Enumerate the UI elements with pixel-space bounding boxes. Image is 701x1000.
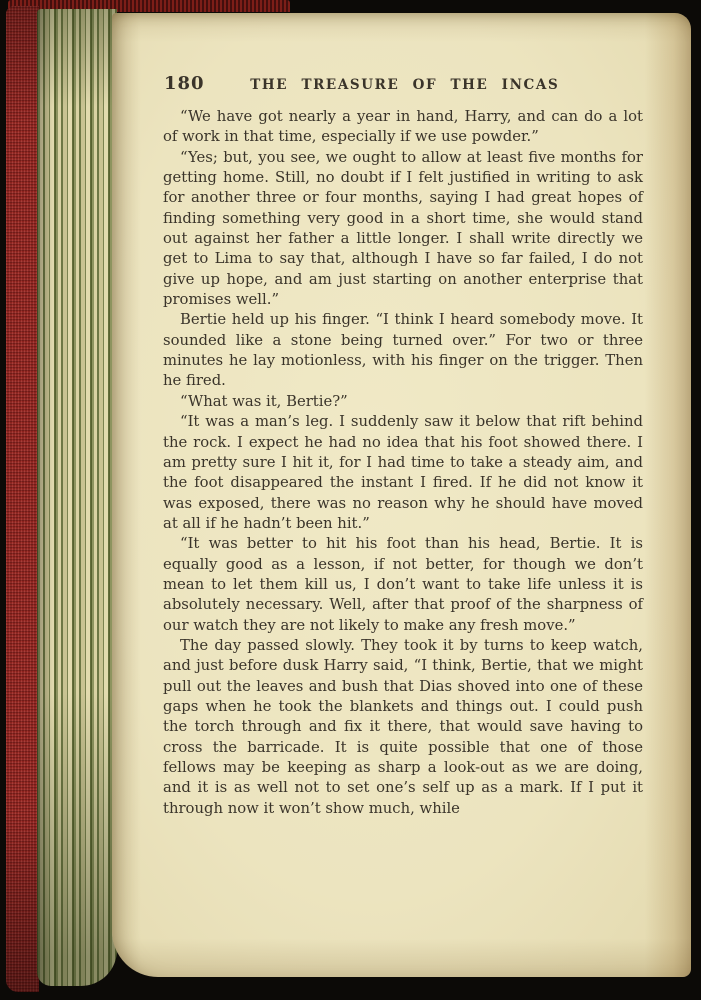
running-title: THE TREASURE OF THE INCAS <box>250 77 560 93</box>
paragraph: “Yes; but, you see, we ought to allow at least five months for getting home. Still, no doubt if I felt justified in writing to ask for another three or four months, saying I had great hopes of finding something very good in a short time, she would stand out against her father a little longer. I shall write directly we get to Lima to say that, although I have so far failed, I do not give up hope, and am just starting on another enterprise that promises well.” <box>163 148 643 309</box>
paragraph: “It was better to hit his foot than his head, Bertie. It is equally good as a lesson, if not better, for though we don’t mean to let them kill us, I don’t want to take life unless it is absolutely necessary. Well, after that proof of the sharpness of our watch they are not likely to make any fresh move.” <box>163 535 643 634</box>
book-page <box>112 13 691 977</box>
page-number: 180 <box>164 73 205 94</box>
page-body <box>163 107 643 819</box>
page-header <box>164 73 635 94</box>
paragraph: “What was it, Bertie?” <box>180 392 348 410</box>
paragraph: Bertie held up his finger. “I think I heard somebody move. It sounded like a stone being turned over.” For two or three minutes he lay motionless, with his finger on the trigger. Then he fired. <box>163 311 643 390</box>
book-cover-spine <box>6 6 39 992</box>
page-fore-edges <box>37 9 117 986</box>
paragraph: “We have got nearly a year in hand, Harry, and can do a lot of work in that time, especially if we use powder.” <box>163 108 643 146</box>
paragraph: The day passed slowly. They took it by turns to keep watch, and just before dusk Harry said, “I think, Bertie, that we might pull out the leaves and bush that Dias shoved into one of these gaps when he took the blankets and things out. I could push the torch through and fix it there, that would save having to cross the barricade. It is quite possible that one of those fellows may be keeping as sharp a look-out as we are doing, and it is as well not to set one’s self up as a mark. If I put it through now it won’t show much, while <box>163 636 643 817</box>
paragraph: “It was a man’s leg. I suddenly saw it below that rift behind the rock. I expect he had no idea that his foot showed there. I am pretty sure I hit it, for I had time to take a steady aim, and the foot disappeared the instant I fired. If he did not know it was exposed, there was no reason why he should have moved at all if he hadn’t been hit.” <box>163 413 643 532</box>
